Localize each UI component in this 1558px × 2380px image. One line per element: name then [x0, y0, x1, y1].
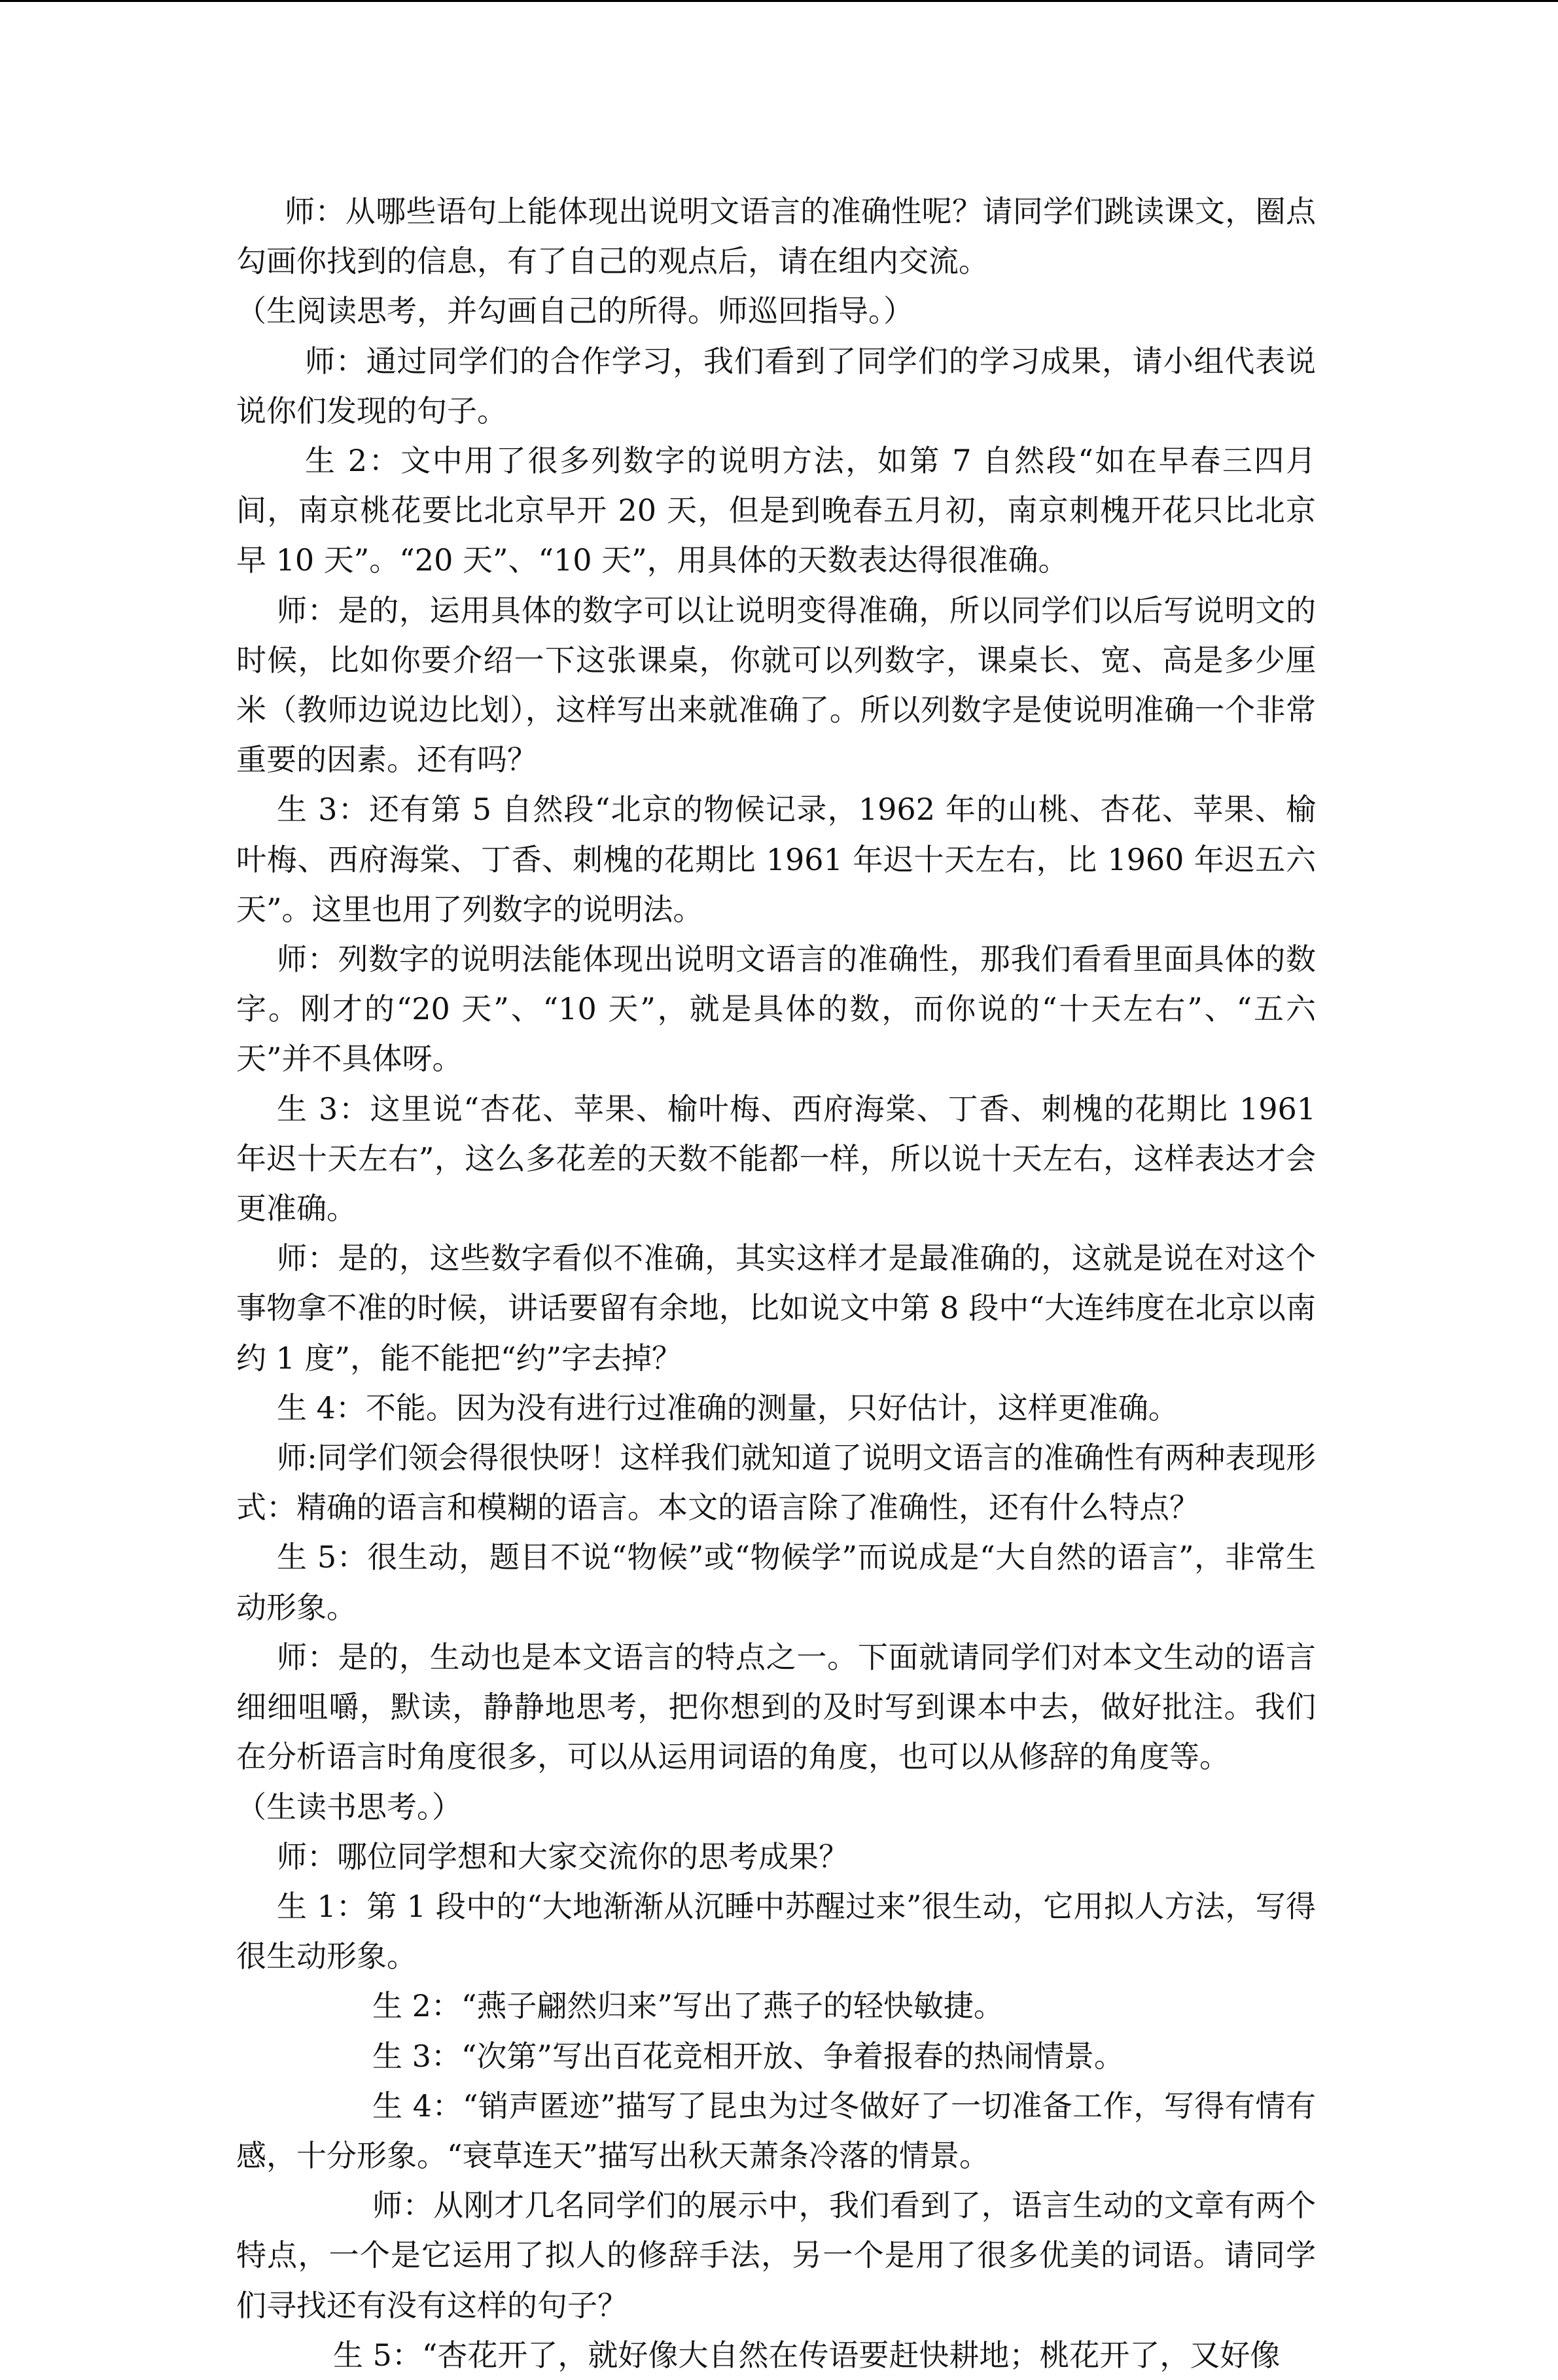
paragraph-teacher: 师：哪位同学想和大家交流你的思考成果？	[277, 1838, 849, 1874]
paragraph-student-3: 生 3：这里说“杏花、苹果、榆叶梅、西府海棠、丁香、刺槐的花期比 1961 年迟十天左右”，这么多花差的天数不能都一样，所以说十天左右，这样表达才会更准确。	[236, 1091, 1316, 1227]
paragraph-student-3: 生 3：还有第 5 自然段“北京的物候记录，1962 年的山桃、杏花、苹果、榆叶梅、西府海棠、丁香、刺槐的花期比 1961 年迟十天左右，比 1960 年迟五六天”。这里也用了列数字的说明法。	[236, 792, 1316, 927]
paragraph-student-4: 生 4：“销声匿迹”描写了昆虫为过冬做好了一切准备工作，写得有情有感，十分形象。“衰草连天”描写出秋天萧条冷落的情景。	[236, 2088, 1316, 2173]
paragraph-stage-direction: （生阅读思考，并勾画自己的所得。师巡回指导。）	[236, 293, 913, 329]
paragraph-student-5: 生 5：“杏花开了，就好像大自然在传语要赶快耕地；桃花开了，又好像	[333, 2337, 1281, 2373]
paragraph-teacher: 师：列数字的说明法能体现出说明文语言的准确性，那我们看看里面具体的数字。刚才的“20 天”、“10 天”，就是具体的数，而你说的“十天左右”、“五六天”并不具体呀。	[236, 941, 1316, 1077]
paragraph-teacher: 师:同学们领会得很快呀！这样我们就知道了说明文语言的准确性有两种表现形式：精确的语言和模糊的语言。本文的语言除了准确性，还有什么特点？	[236, 1440, 1316, 1526]
paragraph-teacher: 师：通过同学们的合作学习，我们看到了同学们的学习成果，请小组代表说说你们发现的句子。	[236, 343, 1316, 429]
paragraph-student-4: 生 4：不能。因为没有进行过准确的测量，只好估计，这样更准确。	[277, 1390, 1178, 1426]
paragraph-teacher: 师：是的，运用具体的数字可以让说明变得准确，所以同学们以后写说明文的时候，比如你要介绍一下这张课桌，你就可以列数字，课桌长、宽、高是多少厘米（教师边说边比划），这样写出来就准确了。所以列数字是使说明准确一个非常重要的因素。还有吗？	[236, 592, 1316, 778]
paragraph-stage-direction: （生读书思考。）	[236, 1789, 462, 1825]
paragraph-teacher: 师：从刚才几名同学们的展示中，我们看到了，语言生动的文章有两个特点，一个是它运用了拟人的修辞手法，另一个是用了很多优美的词语。请同学们寻找还有没有这样的句子？	[236, 2188, 1316, 2323]
paragraph-student-3: 生 3：“次第”写出百花竞相开放、争着报春的热闹情景。	[372, 2038, 1124, 2074]
paragraph-student-1: 生 1：第 1 段中的“大地渐渐从沉睡中苏醒过来”很生动，它用拟人方法，写得很生动形象。	[236, 1888, 1316, 1974]
paragraph-teacher-question: 师：从哪些语句上能体现出说明文语言的准确性呢？请同学们跳读课文，圈点勾画你找到的信息，有了自己的观点后，请在组内交流。	[236, 194, 1316, 279]
paragraph-teacher: 师：是的，生动也是本文语言的特点之一。下面就请同学们对本文生动的语言细细咀嚼，默读，静静地思考，把你想到的及时写到课本中去，做好批注。我们在分析语言时角度很多，可以从运用词语的角度，也可以从修辞的角度等。	[236, 1639, 1316, 1775]
paragraph-teacher: 师：是的，这些数字看似不准确，其实这样才是最准确的，这就是说在对这个事物拿不准的时候，讲话要留有余地，比如说文中第 8 段中“大连纬度在北京以南约 1 度”，能不能把“约”字去掉？	[236, 1240, 1316, 1376]
document-body	[236, 186, 1316, 2380]
paragraph-student-5: 生 5：很生动，题目不说“物候”或“物候学”而说成是“大自然的语言”，非常生动形象。	[236, 1539, 1316, 1625]
paragraph-student-2: 生 2：文中用了很多列数字的说明方法，如第 7 自然段“如在早春三四月间，南京桃花要比北京早开 20 天，但是到晚春五月初，南京刺槐开花只比北京早 10 天”。“20 天”、“10 天”，用具体的天数表达得很准确。	[236, 443, 1316, 578]
paragraph-student-2: 生 2：“燕子翩然归来”写出了燕子的轻快敏捷。	[372, 1988, 1004, 2024]
